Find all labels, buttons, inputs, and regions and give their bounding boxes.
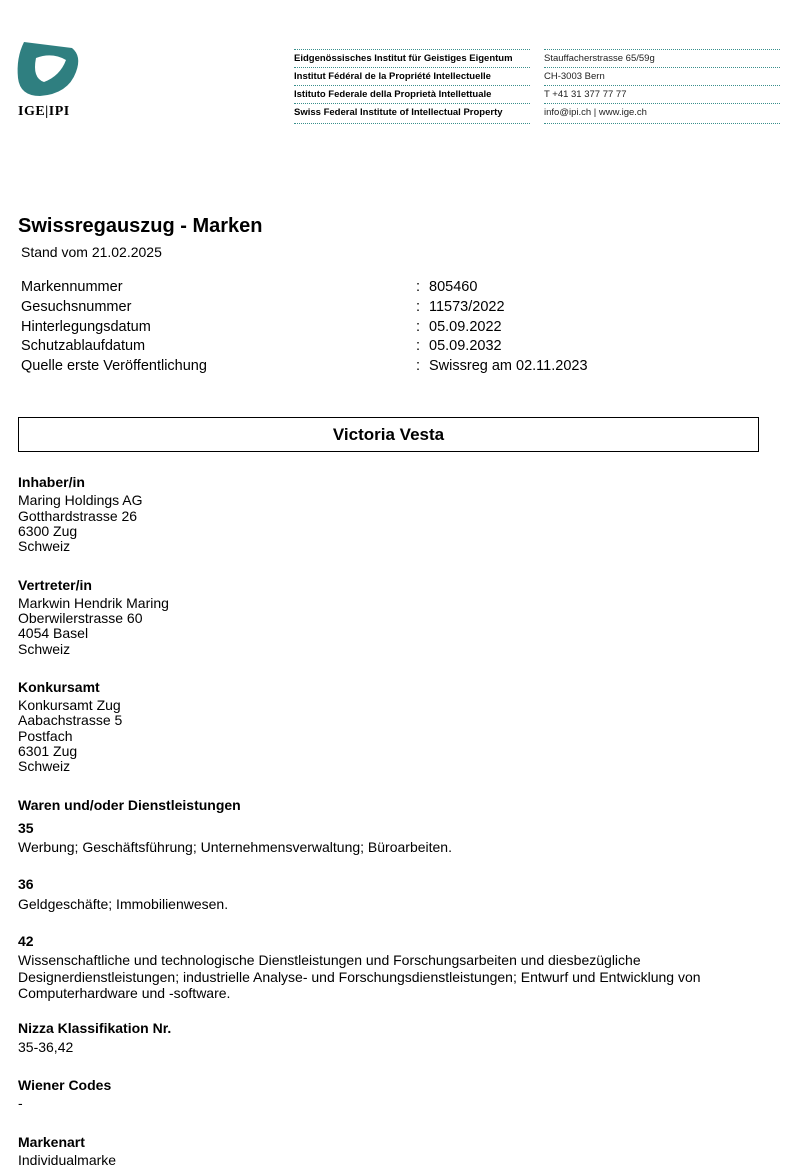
class-number: 42 <box>18 933 34 949</box>
representative-line: 4054 Basel <box>18 625 89 641</box>
bankruptcy-office-line: Aabachstrasse 5 <box>18 712 123 728</box>
field-value-hinterlegungsdatum: 05.09.2022 <box>429 319 502 335</box>
owner-line: Gotthardstrasse 26 <box>18 508 138 524</box>
address-phone: T +41 31 377 77 77 <box>544 89 627 100</box>
nice-classification-heading: Nizza Klassifikation Nr. <box>18 1020 172 1036</box>
representative-line: Markwin Hendrik Maring <box>18 595 169 611</box>
owner-line: Maring Holdings AG <box>18 492 143 508</box>
field-value-schutzablaufdatum: 05.09.2032 <box>429 338 502 354</box>
divider <box>544 85 780 86</box>
class-description: Geldgeschäfte; Immobilienwesen. <box>18 896 229 912</box>
nice-classification-value: 35-36,42 <box>18 1039 74 1055</box>
field-colon: : <box>416 338 421 354</box>
field-value-markennummer: 805460 <box>429 279 478 295</box>
logo-text: IGE|IPI <box>18 104 70 119</box>
institute-name-it: Istituto Federale della Proprietà Intellettuale <box>294 89 492 100</box>
field-value-gesuchsnummer: 11573/2022 <box>429 299 505 315</box>
bankruptcy-office-heading: Konkursamt <box>18 679 100 695</box>
divider <box>294 85 530 86</box>
field-label-hinterlegungsdatum: Hinterlegungsdatum <box>21 319 151 335</box>
address-city: CH-3003 Bern <box>544 71 605 82</box>
mark-name: Victoria Vesta <box>332 424 445 444</box>
divider <box>294 103 530 104</box>
mark-type-heading: Markenart <box>18 1134 85 1150</box>
field-label-gesuchsnummer: Gesuchsnummer <box>21 299 132 315</box>
mark-name-box <box>18 417 759 452</box>
date-line: Stand vom 21.02.2025 <box>21 244 162 260</box>
divider <box>294 67 530 68</box>
class-number: 35 <box>18 820 34 836</box>
field-colon: : <box>416 279 421 295</box>
institute-name-fr: Institut Fédéral de la Propriété Intellectuelle <box>294 71 491 82</box>
bankruptcy-office-line: Schweiz <box>18 758 71 774</box>
bankruptcy-office-line: 6301 Zug <box>18 743 78 759</box>
divider <box>544 103 780 104</box>
divider <box>544 123 780 124</box>
field-label-schutzablaufdatum: Schutzablaufdatum <box>21 338 146 354</box>
page-title: Swissregauszug - Marken <box>18 215 263 237</box>
divider <box>294 123 530 124</box>
representative-line: Oberwilerstrasse 60 <box>18 610 143 626</box>
divider <box>544 67 780 68</box>
representative-heading: Vertreter/in <box>18 577 92 593</box>
address-street: Stauffacherstrasse 65/59g <box>544 53 655 64</box>
mark-type-value: Individualmarke <box>18 1152 117 1168</box>
field-value-quelle: Swissreg am 02.11.2023 <box>429 358 588 374</box>
field-label-quelle: Quelle erste Veröffentlichung <box>21 358 207 374</box>
owner-line: Schweiz <box>18 538 71 554</box>
goods-services-heading: Waren und/oder Dienstleistungen <box>18 797 241 813</box>
field-label-markennummer: Markennummer <box>21 279 123 295</box>
field-colon: : <box>416 358 421 374</box>
address-contact: info@ipi.ch | www.ige.ch <box>544 107 647 118</box>
class-description: Wissenschaftliche und technologische Dienstleistungen und Forschungsarbeiten und diesbezügliche Designerdienstleistungen; industrielle Analyse- und Forschungsdienstleistungen; Entwurf und Entwicklung von Computerhardware und -software. <box>18 952 701 1001</box>
class-number: 36 <box>18 876 34 892</box>
owner-heading: Inhaber/in <box>18 474 85 490</box>
field-colon: : <box>416 299 421 315</box>
ipi-logo <box>16 38 82 98</box>
vienna-codes-heading: Wiener Codes <box>18 1077 112 1093</box>
bankruptcy-office-line: Konkursamt Zug <box>18 697 121 713</box>
bankruptcy-office-line: Postfach <box>18 728 73 744</box>
class-description: Werbung; Geschäftsführung; Unternehmensverwaltung; Büroarbeiten. <box>18 839 452 855</box>
logo-icon <box>16 38 82 98</box>
owner-line: 6300 Zug <box>18 523 78 539</box>
vienna-codes-value: - <box>18 1095 23 1111</box>
field-colon: : <box>416 319 421 335</box>
institute-name-en: Swiss Federal Institute of Intellectual Property <box>294 107 503 118</box>
institute-name-de: Eidgenössisches Institut für Geistiges Eigentum <box>294 53 513 64</box>
representative-line: Schweiz <box>18 641 71 657</box>
